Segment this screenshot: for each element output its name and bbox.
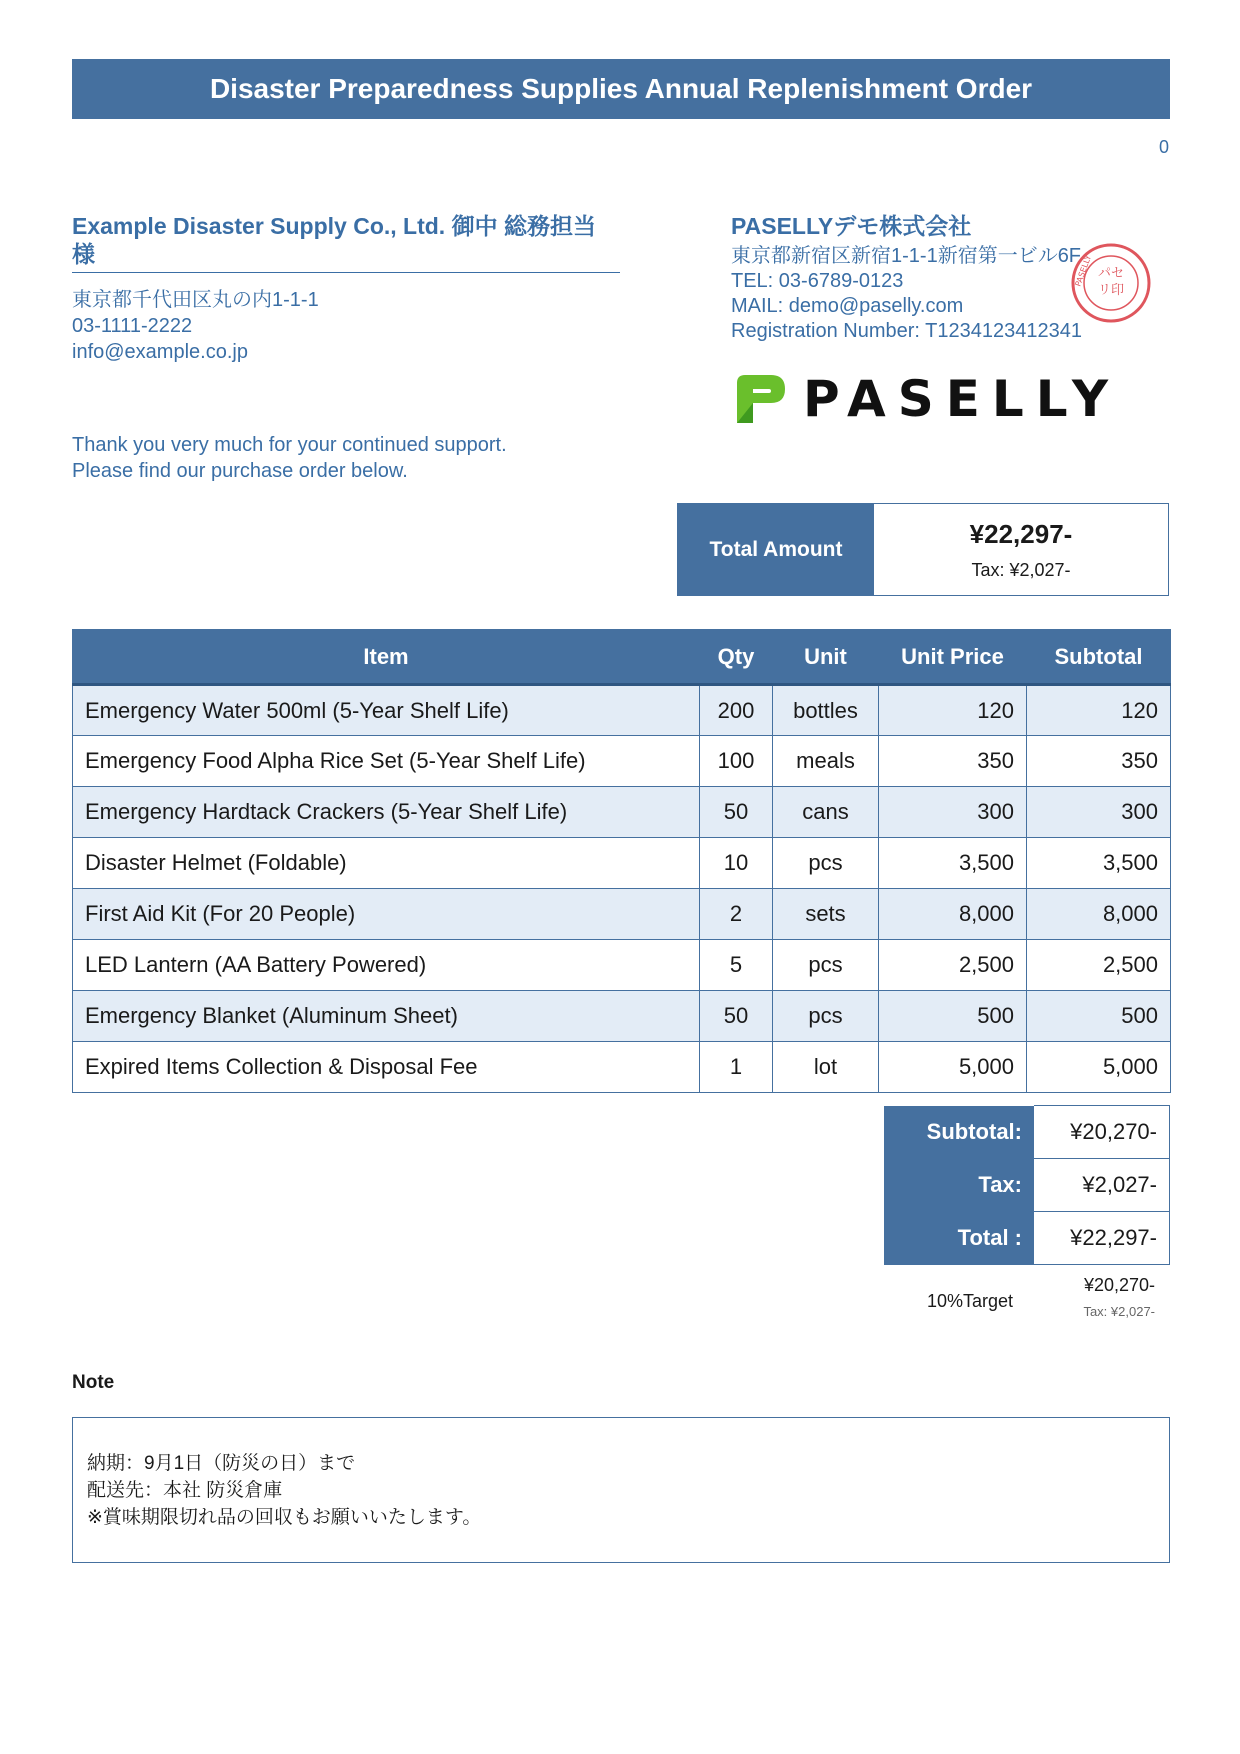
unit-price-cell: 2,500 xyxy=(879,940,1027,991)
qty-cell: 5 xyxy=(700,940,773,991)
svg-text:PASELLY: PASELLY xyxy=(1073,253,1094,288)
column-header-subtotal: Subtotal xyxy=(1027,630,1171,685)
issuer-name: PASELLYデモ株式会社 xyxy=(731,213,972,239)
unit-price-cell: 5,000 xyxy=(879,1042,1027,1093)
total-amount-value: ¥22,297- xyxy=(969,518,1073,549)
note-line-3: ※賞味期限切れ品の回収もお願いいたします。 xyxy=(87,1507,482,1528)
qty-cell: 2 xyxy=(700,889,773,940)
item-name-cell: First Aid Kit (For 20 People) xyxy=(73,889,700,940)
issuer-tel: TEL: 03-6789-0123 xyxy=(731,270,904,292)
paselly-leaf-icon xyxy=(731,369,791,429)
item-name-cell: Disaster Helmet (Foldable) xyxy=(73,838,700,889)
table-row xyxy=(73,889,1171,940)
qty-cell: 1 xyxy=(700,1042,773,1093)
table-row xyxy=(73,685,1171,736)
unit-price-cell: 3,500 xyxy=(879,838,1027,889)
company-seal-stamp xyxy=(1070,242,1152,324)
unit-price-cell: 500 xyxy=(879,991,1027,1042)
unit-price-cell: 300 xyxy=(879,787,1027,838)
greeting-line-1: Thank you very much for your continued support. xyxy=(72,434,507,456)
summary-total-value: ¥22,297- xyxy=(1034,1212,1170,1265)
item-name-cell: Emergency Hardtack Crackers (5-Year Shelf Life) xyxy=(73,787,700,838)
note-title: Note xyxy=(72,1372,115,1393)
unit-cell: cans xyxy=(773,787,879,838)
summary-total-row xyxy=(884,1212,1170,1265)
unit-cell: meals xyxy=(773,736,879,787)
recipient-address: 東京都千代田区丸の内1-1-1 xyxy=(72,289,319,311)
subtotal-cell: 8,000 xyxy=(1027,889,1171,940)
total-amount-tax: Tax: ¥2,027- xyxy=(971,559,1071,580)
unit-price-cell: 8,000 xyxy=(879,889,1027,940)
table-row xyxy=(73,1042,1171,1093)
qty-cell: 200 xyxy=(700,685,773,736)
table-row xyxy=(73,838,1171,889)
summary-subtotal-row xyxy=(884,1106,1170,1159)
total-amount-values xyxy=(874,504,1168,595)
logo-wordmark: PASELLY xyxy=(803,370,1121,428)
recipient-contact xyxy=(72,287,620,365)
issuer-mail: MAIL: demo@paselly.com xyxy=(731,295,964,317)
items-table xyxy=(72,629,1171,1093)
summary-table xyxy=(884,1105,1170,1265)
qty-cell: 50 xyxy=(700,991,773,1042)
item-name-cell: Expired Items Collection & Disposal Fee xyxy=(73,1042,700,1093)
table-header-row xyxy=(73,630,1171,685)
tax-breakdown-amount: Tax: ¥2,027- xyxy=(1083,1304,1155,1319)
table-row xyxy=(73,736,1171,787)
note-box xyxy=(72,1417,1170,1563)
summary-subtotal-label: Subtotal: xyxy=(884,1106,1034,1159)
unit-cell: lot xyxy=(773,1042,879,1093)
unit-cell: pcs xyxy=(773,838,879,889)
subtotal-cell: 5,000 xyxy=(1027,1042,1171,1093)
column-header-qty: Qty xyxy=(700,630,773,685)
item-name-cell: Emergency Blanket (Aluminum Sheet) xyxy=(73,991,700,1042)
qty-cell: 100 xyxy=(700,736,773,787)
summary-tax-row xyxy=(884,1159,1170,1212)
issuer-address: 東京都新宿区新宿1-1-1新宿第一ビル6F xyxy=(731,245,1082,267)
column-header-unit-price: Unit Price xyxy=(879,630,1027,685)
item-name-cell: LED Lantern (AA Battery Powered) xyxy=(73,940,700,991)
subtotal-cell: 3,500 xyxy=(1027,838,1171,889)
subtotal-cell: 120 xyxy=(1027,685,1171,736)
summary-total-label: Total : xyxy=(884,1212,1034,1265)
summary-tax-label: Tax: xyxy=(884,1159,1034,1212)
table-row xyxy=(73,940,1171,991)
subtotal-cell: 350 xyxy=(1027,736,1171,787)
issuer-registration: Registration Number: T1234123412341 xyxy=(731,320,1082,342)
item-name-cell: Emergency Food Alpha Rice Set (5-Year Shelf Life) xyxy=(73,736,700,787)
subtotal-cell: 300 xyxy=(1027,787,1171,838)
greeting-text xyxy=(72,432,507,484)
summary-tax-value: ¥2,027- xyxy=(1034,1159,1170,1212)
table-row xyxy=(73,991,1171,1042)
document-title: Disaster Preparedness Supplies Annual Replenishment Order xyxy=(72,59,1170,119)
note-line-1: 納期：9月1日（防災の日）まで xyxy=(87,1453,356,1474)
unit-cell: sets xyxy=(773,889,879,940)
unit-price-cell: 120 xyxy=(879,685,1027,736)
total-amount-label: Total Amount xyxy=(678,504,874,595)
unit-cell: bottles xyxy=(773,685,879,736)
company-logo xyxy=(731,369,1120,429)
subtotal-cell: 2,500 xyxy=(1027,940,1171,991)
unit-cell: pcs xyxy=(773,940,879,991)
qty-cell: 50 xyxy=(700,787,773,838)
summary-subtotal-value: ¥20,270- xyxy=(1034,1106,1170,1159)
column-header-unit: Unit xyxy=(773,630,879,685)
recipient-block xyxy=(72,212,620,365)
unit-price-cell: 350 xyxy=(879,736,1027,787)
total-amount-box xyxy=(677,503,1169,596)
note-line-2: 配送先：本社 防災倉庫 xyxy=(87,1480,283,1501)
qty-cell: 10 xyxy=(700,838,773,889)
recipient-name: Example Disaster Supply Co., Ltd. 御中 総務担当 様 xyxy=(72,212,620,273)
recipient-email: info@example.co.jp xyxy=(72,341,248,363)
tax-rate-label: 10%Target xyxy=(927,1291,1014,1311)
table-row xyxy=(73,787,1171,838)
svg-text:パセ: パセ xyxy=(1097,266,1125,281)
document-number: 0 xyxy=(1158,137,1169,157)
svg-text:リ印: リ印 xyxy=(1097,283,1125,298)
tax-base-amount: ¥20,270- xyxy=(1083,1275,1155,1295)
subtotal-cell: 500 xyxy=(1027,991,1171,1042)
greeting-line-2: Please find our purchase order below. xyxy=(72,460,408,482)
item-name-cell: Emergency Water 500ml (5-Year Shelf Life) xyxy=(73,685,700,736)
column-header-item: Item xyxy=(73,630,700,685)
unit-cell: pcs xyxy=(773,991,879,1042)
recipient-tel: 03-1111-2222 xyxy=(72,315,193,337)
